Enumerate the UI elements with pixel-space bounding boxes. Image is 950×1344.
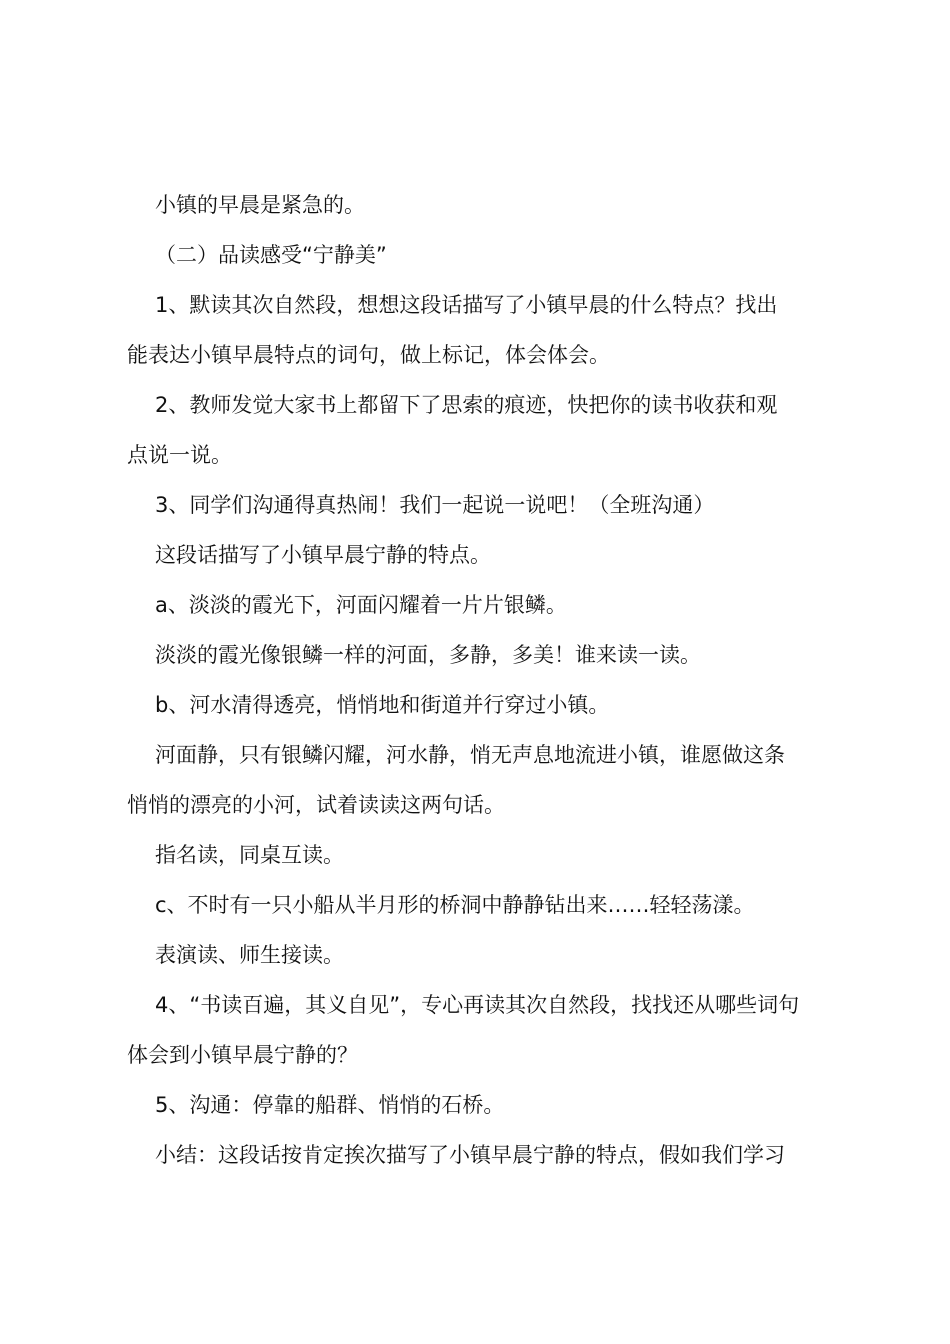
text-line: 表演读、师生接读。 xyxy=(155,943,344,967)
text-line: 5、沟通：停靠的船群、悄悄的石桥。 xyxy=(155,1093,505,1117)
text-line: 小结：这段话按肯定挨次描写了小镇早晨宁静的特点，假如我们学习 xyxy=(155,1143,785,1167)
text-line: a、淡淡的霞光下，河面闪耀着一片片银鳞。 xyxy=(155,593,567,617)
text-line: 悄悄的漂亮的小河，试着读读这两句话。 xyxy=(127,793,505,817)
text-line: 2、教师发觉大家书上都留下了思索的痕迹，快把你的读书收获和观 xyxy=(155,393,778,417)
text-line: 小镇的早晨是紧急的。 xyxy=(155,193,365,217)
text-line: 体会到小镇早晨宁静的？ xyxy=(127,1043,358,1067)
text-line: 点说一说。 xyxy=(127,443,232,467)
text-line: 淡淡的霞光像银鳞一样的河面，多静，多美！谁来读一读。 xyxy=(155,643,701,667)
text-line: 3、同学们沟通得真热闹！我们一起说一说吧！（全班沟通） xyxy=(155,493,715,517)
text-line: 这段话描写了小镇早晨宁静的特点。 xyxy=(155,543,491,567)
text-line: 能表达小镇早晨特点的词句，做上标记，体会体会。 xyxy=(127,343,610,367)
text-line: b、河水清得透亮，悄悄地和街道并行穿过小镇。 xyxy=(155,693,610,717)
text-line: 河面静，只有银鳞闪耀，河水静，悄无声息地流进小镇，谁愿做这条 xyxy=(155,743,785,767)
text-line: 1、默读其次自然段，想想这段话描写了小镇早晨的什么特点？找出 xyxy=(155,293,778,317)
section-heading: （二）品读感受“宁静美” xyxy=(155,243,387,267)
text-line: 指名读，同桌互读。 xyxy=(155,843,344,867)
text-line: c、不时有一只小船从半月形的桥洞中静静钻出来……轻轻荡漾。 xyxy=(155,893,755,917)
text-line: 4、“书读百遍，其义自见”，专心再读其次自然段，找找还从哪些词句 xyxy=(155,993,800,1017)
